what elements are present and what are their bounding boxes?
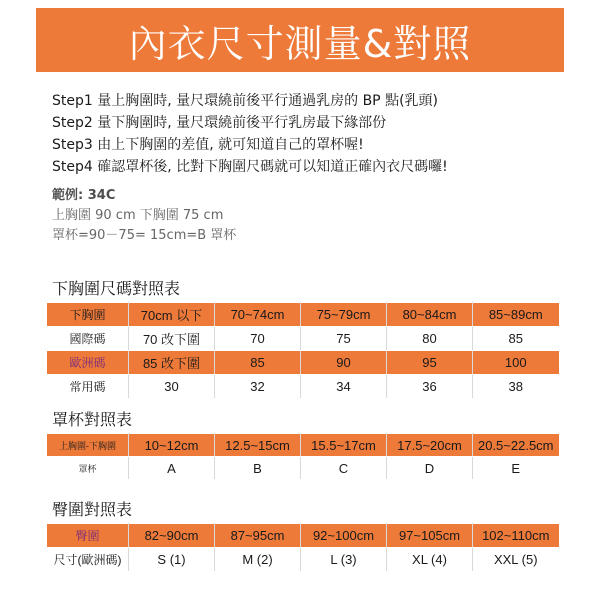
table-cell: 70 (215, 327, 301, 351)
band-table-title: 下胸圍尺碼對照表 (52, 279, 181, 298)
cup-size-table (46, 433, 559, 480)
table-cell: 95 (387, 351, 473, 375)
row-header-cell: 國際碼 (47, 327, 129, 351)
table-cell: 87~95cm (215, 524, 301, 548)
table-cell: 70 改下圍 (129, 327, 215, 351)
table-cell: 75 (301, 327, 387, 351)
row-header-cell: 歐洲碼 (47, 351, 129, 375)
table-cell: 10~12cm (129, 434, 215, 457)
table-cell: 36 (387, 375, 473, 399)
table-cell: C (301, 457, 387, 480)
table-cell: L (3) (301, 548, 387, 572)
table-cell: 70~74cm (215, 303, 301, 327)
table-cell: 85~89cm (473, 303, 559, 327)
example-line-2: 罩杯=90－75= 15cm=B 罩杯 (52, 228, 237, 243)
cup-table-title: 罩杯對照表 (52, 410, 133, 429)
table-cell: 38 (473, 375, 559, 399)
measurement-steps (52, 90, 582, 178)
table-cell: 75~79cm (301, 303, 387, 327)
row-header-cell: 上胸圍-下胸圍 (47, 434, 129, 457)
page-title-banner (36, 8, 564, 72)
table-cell: 102~110cm (473, 524, 559, 548)
table-cell: 85 (215, 351, 301, 375)
step-3: Step3 由上下胸圍的差值, 就可知道自己的罩杯喔! (52, 137, 364, 153)
row-header-cell: 臀圍 (47, 524, 129, 548)
table-row (47, 303, 559, 327)
table-cell: 97~105cm (387, 524, 473, 548)
table-cell: 85 改下圍 (129, 351, 215, 375)
table-row (47, 351, 559, 375)
example-title: 範例: 34C (52, 188, 116, 203)
row-header-cell: 下胸圍 (47, 303, 129, 327)
page-title: 內衣尺寸測量&對照 (128, 21, 472, 66)
table-cell: E (473, 457, 559, 480)
table-cell: 80 (387, 327, 473, 351)
row-header-cell: 尺寸(歐洲碼) (47, 548, 129, 572)
table-cell: 85 (473, 327, 559, 351)
example-line-1: 上胸圍 90 cm 下胸圍 75 cm (52, 208, 224, 223)
table-cell: 30 (129, 375, 215, 399)
table-cell: 32 (215, 375, 301, 399)
table-cell: S (1) (129, 548, 215, 572)
table-row (47, 434, 559, 457)
hip-table-title: 臀圍對照表 (52, 500, 133, 519)
table-row (47, 524, 559, 548)
table-cell: XL (4) (387, 548, 473, 572)
table-cell: A (129, 457, 215, 480)
table-row (47, 375, 559, 399)
table-cell: 100 (473, 351, 559, 375)
step-4: Step4 確認罩杯後, 比對下胸圍尺碼就可以知道正確內衣尺碼囉! (52, 159, 448, 175)
step-1: Step1 量上胸圍時, 量尺環繞前後平行通過乳房的 BP 點(乳頭) (52, 93, 439, 109)
row-header-cell: 常用碼 (47, 375, 129, 399)
band-size-table (46, 302, 559, 399)
example-block (52, 186, 552, 246)
table-cell: 15.5~17cm (301, 434, 387, 457)
table-cell: B (215, 457, 301, 480)
table-cell: 90 (301, 351, 387, 375)
table-cell: 12.5~15cm (215, 434, 301, 457)
table-cell: M (2) (215, 548, 301, 572)
table-cell: 17.5~20cm (387, 434, 473, 457)
table-row (47, 327, 559, 351)
row-header-cell: 罩杯 (47, 457, 129, 480)
table-cell: 70cm 以下 (129, 303, 215, 327)
step-2: Step2 量下胸圍時, 量尺環繞前後平行乳房最下緣部份 (52, 115, 387, 131)
table-cell: 82~90cm (129, 524, 215, 548)
table-cell: 34 (301, 375, 387, 399)
table-row (47, 548, 559, 572)
table-row (47, 457, 559, 480)
table-cell: 92~100cm (301, 524, 387, 548)
hip-size-table (46, 523, 559, 572)
table-cell: 80~84cm (387, 303, 473, 327)
table-cell: 20.5~22.5cm (473, 434, 559, 457)
table-cell: D (387, 457, 473, 480)
table-cell: XXL (5) (473, 548, 559, 572)
